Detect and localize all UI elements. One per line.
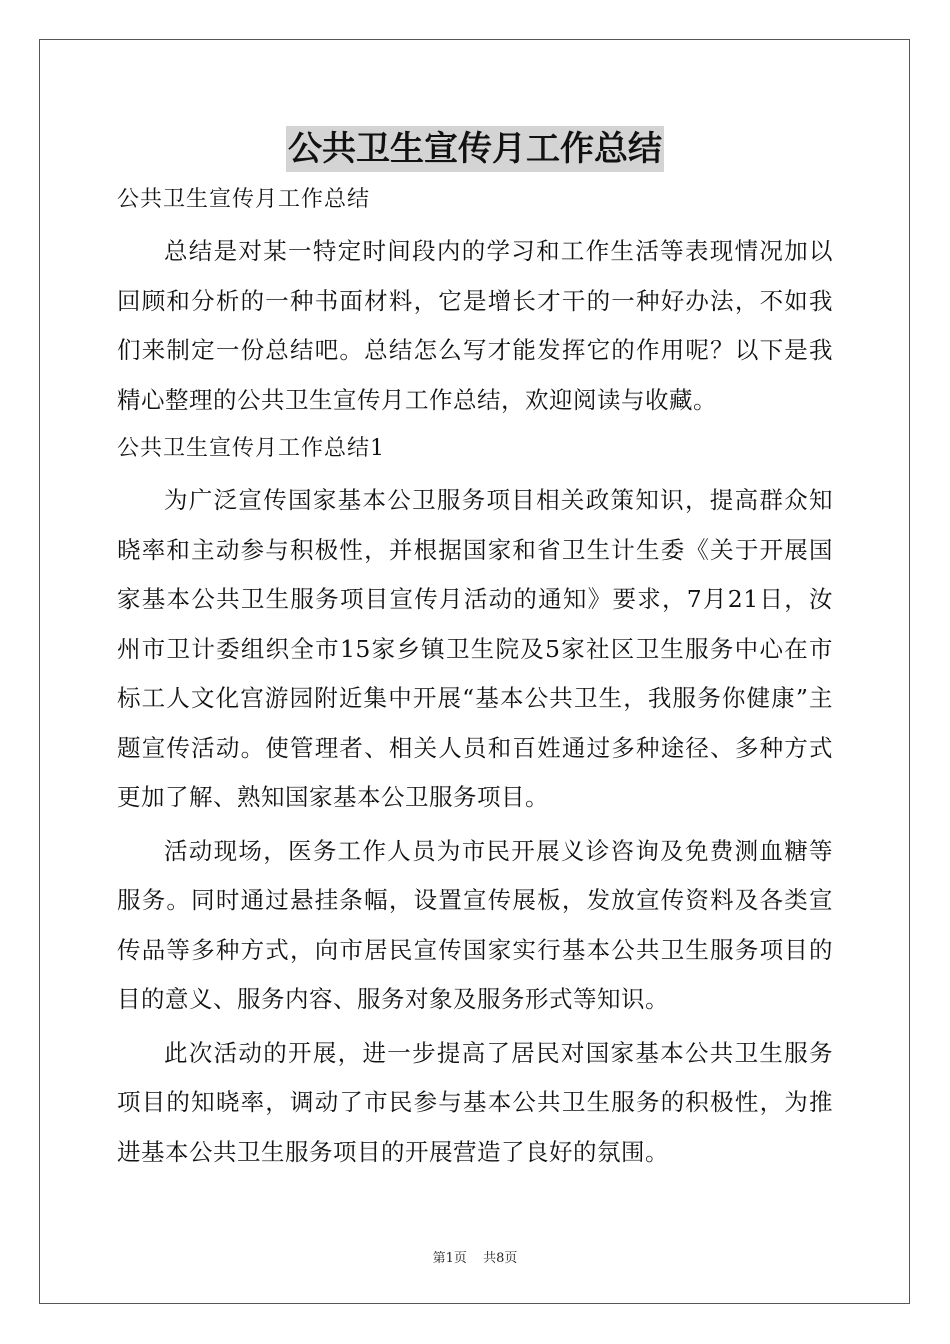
body-paragraph: 此次活动的开展，进一步提高了居民对国家基本公共卫生服务项目的知晓率，调动了市民参与基本公共卫生服务的积极性，为推进基本公共卫生服务项目的开展营造了良好的氛围。 (117, 1038, 833, 1166)
document-subtitle: 公共卫生宣传月工作总结 (117, 187, 371, 212)
intro-paragraph: 总结是对某一特定时间段内的学习和工作生活等表现情况加以回顾和分析的一种书面材料，它是增长才干的一种好办法，不如我们来制定一份总结吧。总结怎么写才能发挥它的作用呢？以下是我精心整理的公共卫生宣传月工作总结，欢迎阅读与收藏。 (117, 237, 833, 414)
total-pages: 共8页 (483, 1251, 518, 1266)
body-paragraph: 为广泛宣传国家基本公卫服务项目相关政策知识，提高群众知晓率和主动参与积极性，并根据国家和省卫生计生委《关于开展国家基本公共卫生服务项目宣传月活动的通知》要求，7月21日，汝州市卫计委组织全市15家乡镇卫生院及5家社区卫生服务中心在市标工人文化宫游园附近集中开展“基本公共卫生，我服务你健康”主题宣传活动。使管理者、相关人员和百姓通过多种途径、多种方式更加了解、熟知国家基本公卫服务项目。 (117, 486, 833, 811)
page-footer (0, 1247, 950, 1266)
page-number: 第1页 (432, 1251, 467, 1266)
section-heading: 公共卫生宣传月工作总结1 (117, 436, 385, 461)
title-container (0, 126, 950, 172)
document-title: 公共卫生宣传月工作总结 (286, 126, 664, 172)
body-paragraph: 活动现场，医务工作人员为市民开展义诊咨询及免费测血糖等服务。同时通过悬挂条幅，设置宣传展板，发放宣传资料及各类宣传品等多种方式，向市居民宣传国家实行基本公共卫生服务项目的目的意义、服务内容、服务对象及服务形式等知识。 (117, 836, 833, 1013)
document-body (117, 180, 833, 1181)
